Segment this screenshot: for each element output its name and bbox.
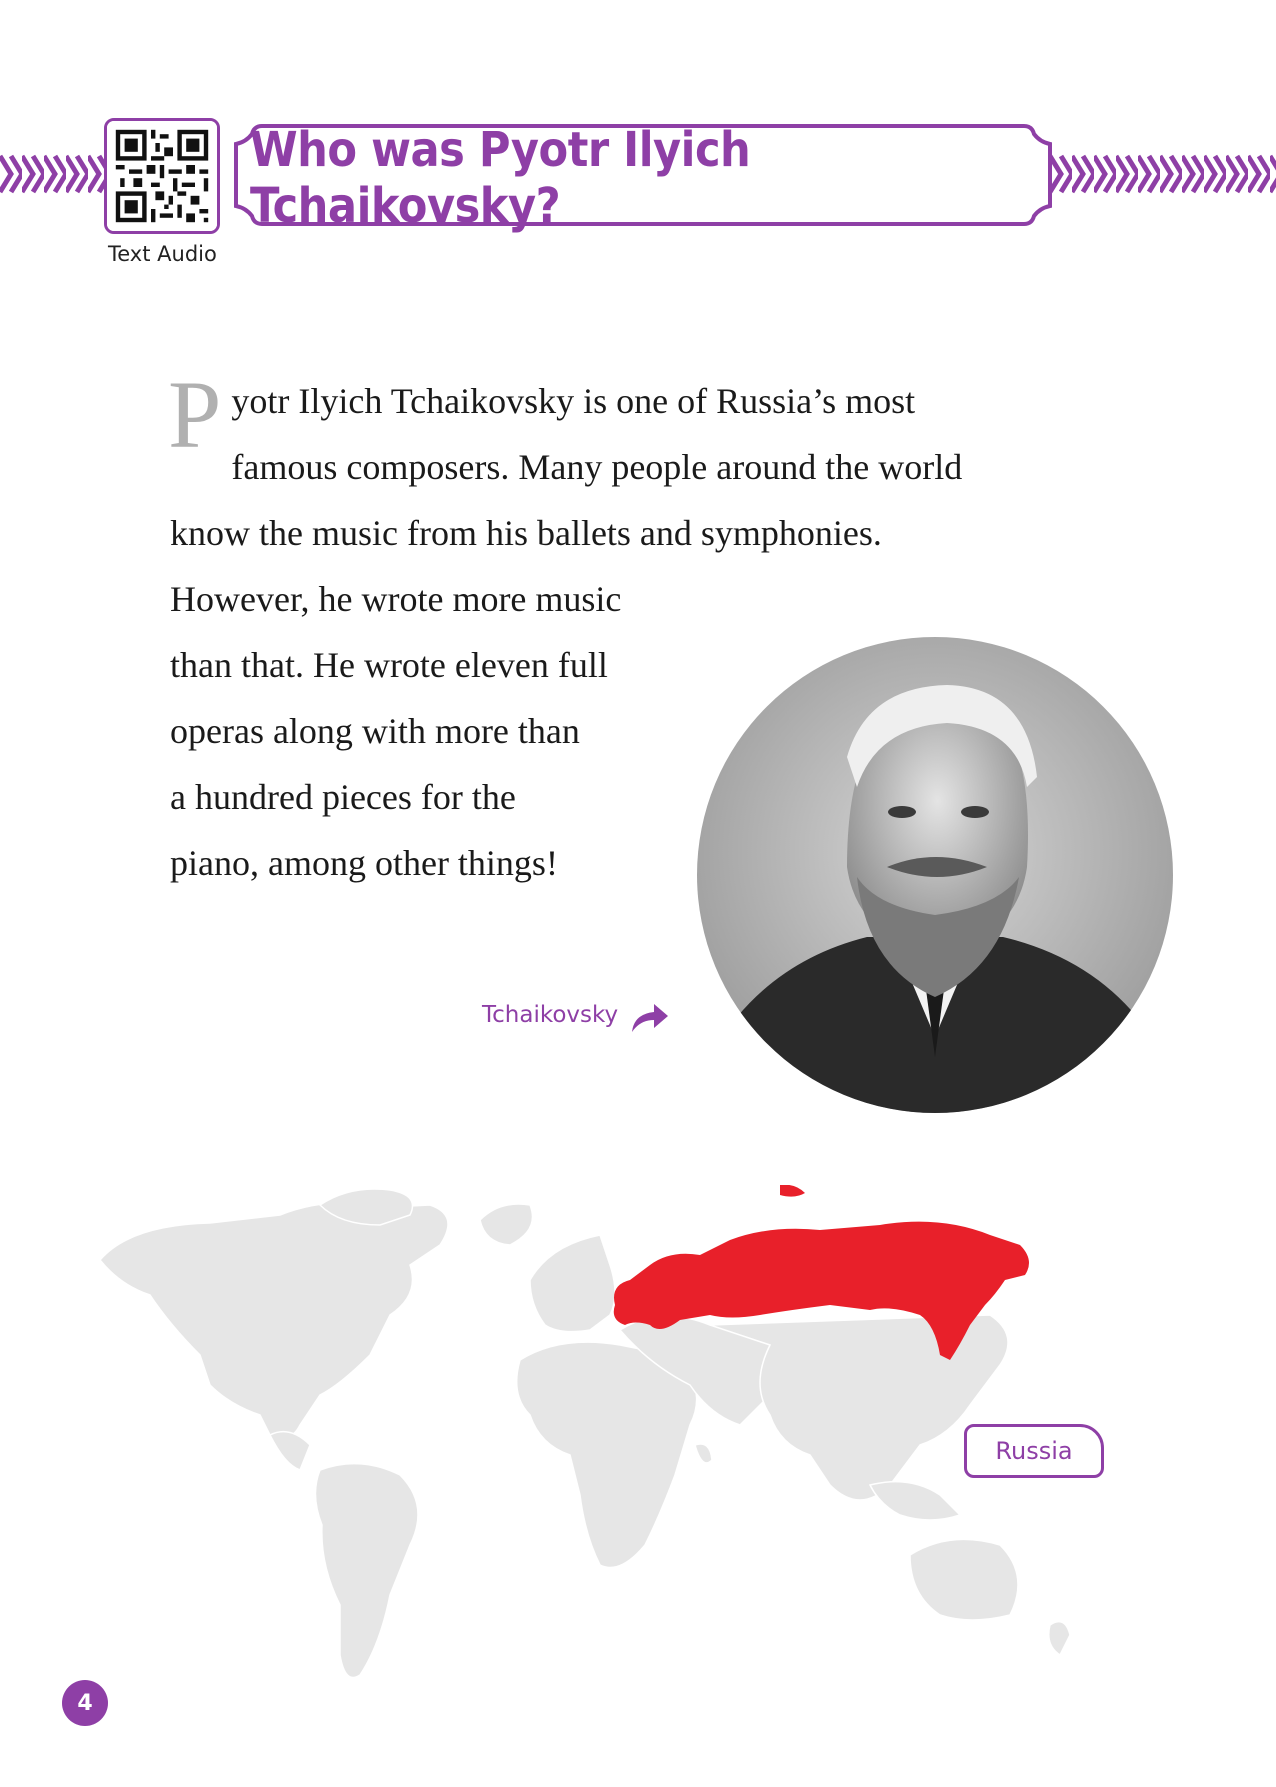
chevron-band-left: [0, 146, 110, 202]
curved-arrow-icon: [628, 1000, 670, 1036]
article-line: piano, among other things!: [170, 843, 558, 883]
article-line: operas along with more than: [170, 711, 580, 751]
qr-label: Text Audio: [108, 242, 217, 266]
chevron-band-right: [1050, 146, 1276, 202]
qr-code-icon: [107, 121, 217, 231]
article-line: famous composers. Many people around the world: [231, 447, 963, 487]
page-number: 4: [62, 1680, 108, 1726]
article-line: than that. He wrote eleven full: [170, 645, 608, 685]
portrait-image: [697, 637, 1173, 1113]
article-line: yotr Ilyich Tchaikovsky is one of Russia’s most: [231, 381, 916, 421]
page-title: Who was Pyotr Ilyich Tchaikovsky?: [250, 122, 751, 234]
portrait-caption: Tchaikovsky: [482, 1002, 619, 1028]
portrait-photo: [697, 637, 1173, 1113]
drop-cap: P: [168, 361, 222, 468]
article-line: However, he wrote more music: [170, 579, 622, 619]
article-line: know the music from his ballets and symphonies.: [170, 513, 882, 553]
qr-code[interactable]: [104, 118, 220, 234]
russia-label: Russia: [964, 1424, 1104, 1478]
article-line: a hundred pieces for the: [170, 777, 516, 817]
